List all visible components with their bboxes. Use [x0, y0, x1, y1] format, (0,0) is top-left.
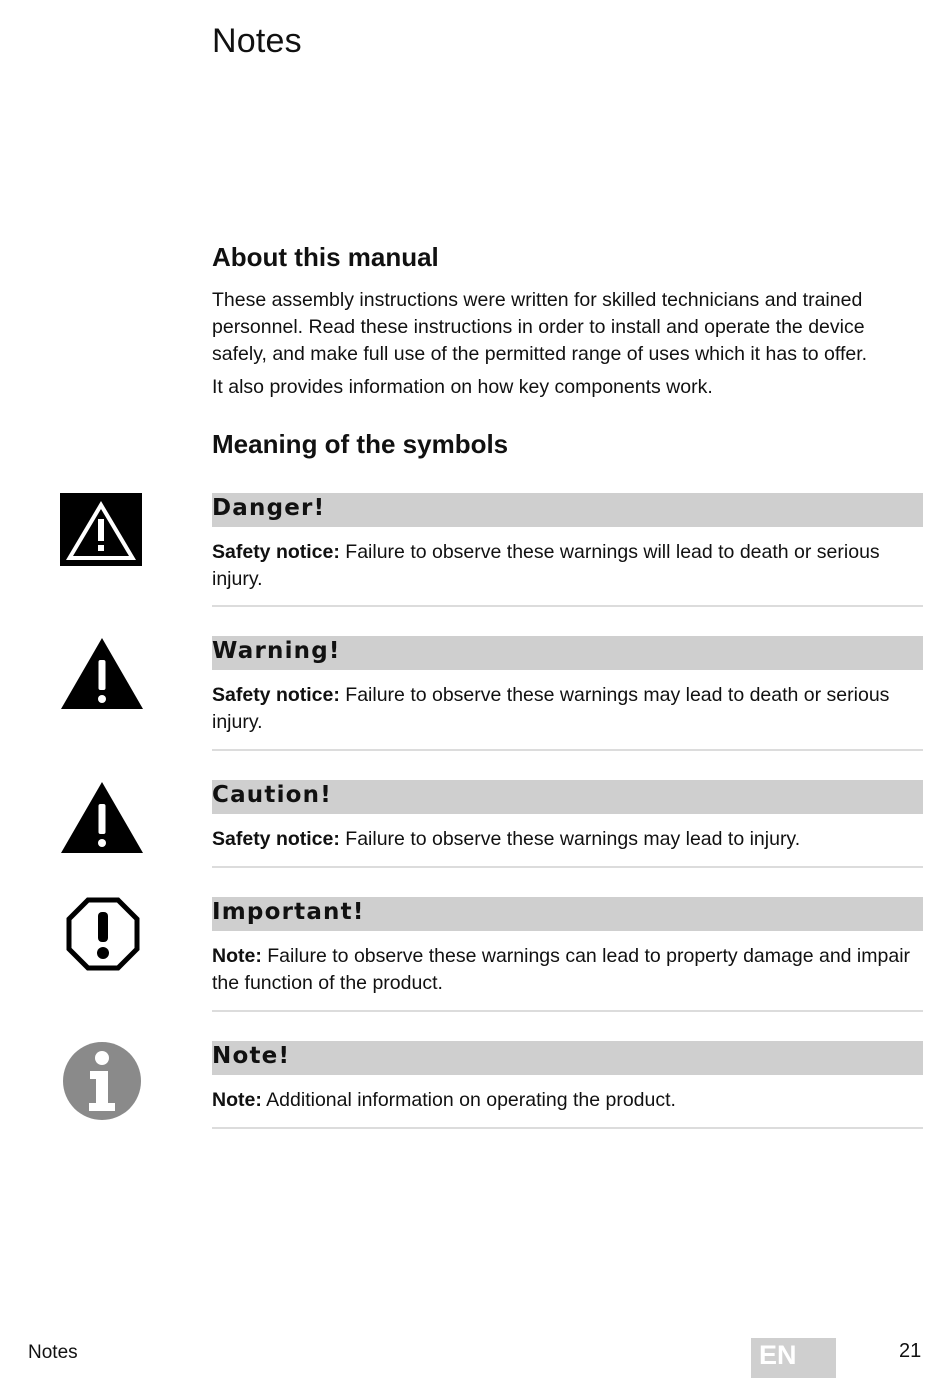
important-notice — [212, 943, 917, 997]
page-title: Notes — [212, 22, 302, 60]
warning-notice — [212, 682, 917, 736]
language-code: EN — [759, 1340, 797, 1370]
warning-divider — [212, 749, 923, 751]
about-paragraph-2: It also provides information on how key components work. — [212, 376, 713, 398]
note-notice-text: Additional information on operating the product. — [261, 1089, 676, 1111]
caution-triangle-icon — [60, 780, 144, 854]
caution-title: Caution! — [212, 782, 332, 808]
warning-title-bar — [212, 636, 923, 670]
warning-triangle-icon — [60, 636, 144, 710]
note-title: Note! — [212, 1043, 291, 1069]
caution-notice-text: Failure to observe these warnings may lead to injury. — [339, 828, 801, 850]
note-title-bar — [212, 1041, 923, 1075]
danger-title: Danger! — [212, 495, 326, 521]
danger-notice-text: Failure to observe these warnings will lead to death or serious injury. — [212, 541, 880, 590]
important-notice-label: Note: — [212, 945, 262, 967]
page-number: 21 — [899, 1340, 922, 1362]
footer-section-label: Notes — [28, 1342, 78, 1363]
caution-notice-label: Safety notice: — [212, 828, 340, 850]
caution-title-bar — [212, 780, 923, 814]
danger-square-warning-icon — [60, 493, 142, 566]
danger-notice-label: Safety notice: — [212, 541, 340, 563]
about-paragraph-1: These assembly instructions were written for skilled technicians and trained personnel. Read these instructions in order to install and operate the device safely, and make full use of the permitted range of uses which it has to offer. — [212, 289, 868, 365]
danger-divider — [212, 605, 923, 607]
warning-notice-label: Safety notice: — [212, 684, 340, 706]
important-title-bar — [212, 897, 923, 931]
about-heading: About this manual — [212, 242, 439, 272]
danger-notice — [212, 539, 917, 593]
info-circle-icon — [62, 1041, 142, 1121]
warning-title: Warning! — [212, 638, 341, 664]
important-title: Important! — [212, 899, 365, 925]
symbols-heading: Meaning of the symbols — [212, 429, 509, 459]
note-divider — [212, 1127, 923, 1129]
caution-divider — [212, 866, 923, 868]
important-divider — [212, 1010, 923, 1012]
language-badge — [751, 1338, 836, 1378]
caution-notice — [212, 826, 917, 853]
important-octagon-icon — [66, 897, 140, 971]
important-notice-text: Failure to observe these warnings can lead to property damage and impair the function of the product. — [212, 945, 911, 994]
note-notice — [212, 1087, 917, 1114]
danger-title-bar — [212, 493, 923, 527]
note-notice-label: Note: — [212, 1089, 262, 1111]
warning-notice-text: Failure to observe these warnings may lead to death or serious injury. — [212, 684, 890, 733]
